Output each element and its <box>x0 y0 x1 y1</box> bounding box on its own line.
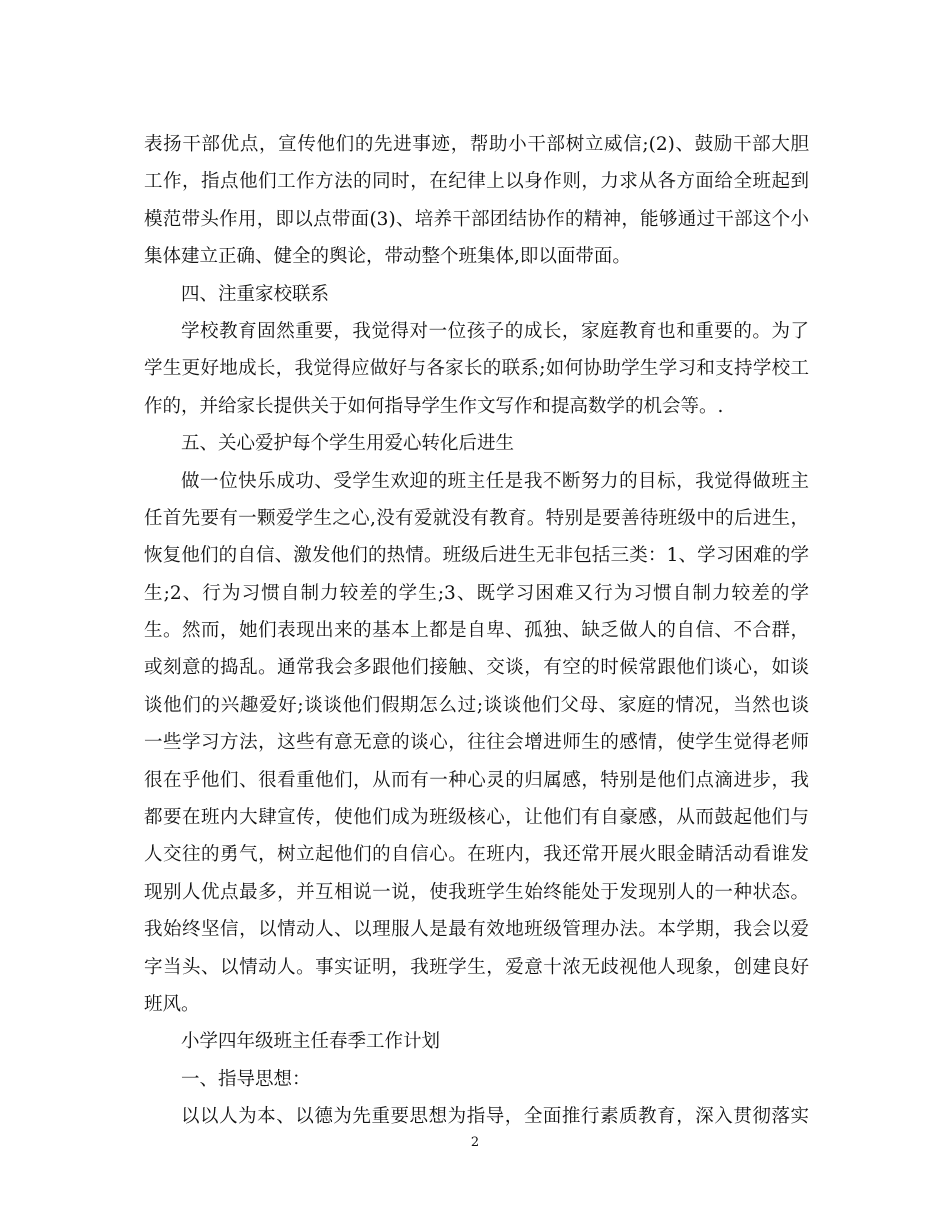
text-line: 班风。 <box>144 993 200 1015</box>
text-line: 我始终坚信，以情动人、以理服人是最有效地班级管理办法。本学期，我会以爱 <box>144 919 809 941</box>
text-line: 恢复他们的自信、激发他们的热情。班级后进生无非包括三类：1、学习困难的学 <box>144 545 809 567</box>
text-line: 以以人为本、以德为先重要思想为指导，全面推行素质教育，深入贯彻落实 <box>181 1106 809 1128</box>
section-heading: 四、注重家校联系 <box>181 283 330 305</box>
text-line: 生;2、行为习惯自制力较差的学生;3、既学习困难又行为习惯自制力较差的学 <box>144 582 809 604</box>
text-line: 做一位快乐成功、受学生欢迎的班主任是我不断努力的目标，我觉得做班主 <box>181 470 809 492</box>
text-line: 生。然而，她们表现出来的基本上都是自卑、孤独、缺乏做人的自信、不合群， <box>144 620 809 642</box>
text-line: 都要在班内大肆宣传，使他们成为班级核心，让他们有自豪感，从而鼓起他们与 <box>144 807 809 829</box>
text-line: 现别人优点最多，并互相说一说，使我班学生始终能处于发现别人的一种状态。 <box>144 881 809 903</box>
text-line: 或刻意的捣乱。通常我会多跟他们接触、交谈，有空的时候常跟他们谈心，如谈 <box>144 657 809 679</box>
text-line: 人交往的勇气，树立起他们的自信心。在班内，我还常开展火眼金睛活动看谁发 <box>144 844 809 866</box>
text-line: 模范带头作用，即以点带面(3)、培养干部团结协作的精神，能够通过干部这个小 <box>144 208 809 230</box>
text-line: 学校教育固然重要，我觉得对一位孩子的成长，家庭教育也和重要的。为了 <box>181 320 809 342</box>
text-line: 作的，并给家长提供关于如何指导学生作文写作和提高数学的机会等。. <box>144 395 724 417</box>
text-line: 集体建立正确、健全的舆论，带动整个班集体,即以面带面。 <box>144 246 631 268</box>
page-number: 2 <box>470 1135 480 1150</box>
text-line: 谈他们的兴趣爱好;谈谈他们假期怎么过;谈谈他们父母、家庭的情况，当然也谈 <box>144 694 809 716</box>
text-line: 表扬干部优点，宣传他们的先进事迹，帮助小干部树立威信;(2)、鼓励干部大胆 <box>144 134 809 155</box>
text-line: 工作，指点他们工作方法的同时，在纪律上以身作则，力求从各方面给全班起到 <box>144 171 809 193</box>
text-line: 一些学习方法，这些有意无意的谈心，往往会增进师生的感情，使学生觉得老师 <box>144 732 809 754</box>
section-title: 小学四年级班主任春季工作计划 <box>181 1031 441 1053</box>
text-line: 很在乎他们、很看重他们，从而有一种心灵的归属感，特别是他们点滴进步，我 <box>144 769 809 791</box>
text-line: 任首先要有一颗爱学生之心,没有爱就没有教育。特别是要善待班级中的后进生， <box>144 507 809 529</box>
text-line: 字当头、以情动人。事实证明，我班学生，爱意十浓无歧视他人现象，创建良好 <box>144 956 809 978</box>
section-heading: 五、关心爱护每个学生用爱心转化后进生 <box>181 433 515 455</box>
section-heading: 一、指导思想： <box>181 1068 311 1090</box>
text-line: 学生更好地成长，我觉得应做好与各家长的联系;如何协助学生学习和支持学校工 <box>144 358 809 380</box>
document-body <box>144 126 809 1136</box>
